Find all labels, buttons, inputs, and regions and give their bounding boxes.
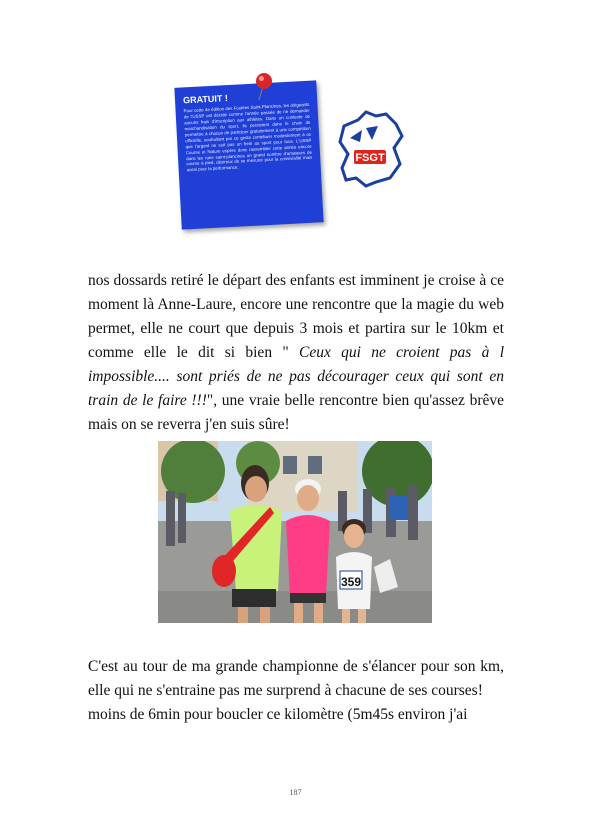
page-number: 187 xyxy=(289,788,302,797)
note-card xyxy=(174,80,323,229)
pushpin-icon xyxy=(254,72,274,102)
paragraph-2-text: C'est au tour de ma grande championne de s'élancer pour son km, elle qui ne s'entraine pas me surprend à chacune de ses courses! xyxy=(88,658,504,699)
race-photo xyxy=(158,441,432,623)
paragraph-1-text: nos dossards retiré le départ des enfants est imminent je croise à ce moment là Anne-Laure, encore une rencontre que la magie du web permet, elle ne court que depuis 3 mois et partira sur le 10km et comme elle le dit si bien " xyxy=(88,272,504,361)
info-note xyxy=(178,76,328,231)
paragraph-2-continuation: moins de 6min pour boucler ce kilomètre (5m45s environ j'ai xyxy=(88,706,468,723)
logo-label: FSGT xyxy=(355,152,385,164)
note-body: Pour cette 4e édition des Foulées Saint-Plancines, les dirigeants de l'USSP ont décidé comme l'année passée de ne demander aucuns frais d'inscription aux athlètes. Dans un contexte de marchandisation du sport, ils persistent dans le choix de permettre à chacun de participer gratuitement à une compétition officielle, souhaitant par ce geste contribuer modestement à ce que l'argent ne soit pas un frein au sport pour tous. L'USSP Course et Nature espère donc rassembler cette année encore dans les rues saint-plancines un grand nombre d'amateurs de course à pied, désireux de se mesurer pour la convivialité mais aussi pour la performance. xyxy=(183,101,313,173)
bib-number: 359 xyxy=(340,575,362,589)
fsgt-logo xyxy=(336,108,406,188)
note-title: GRATUIT ! xyxy=(182,93,229,106)
paragraph-1-quote: Ceux qui ne croient pas à l impossible.... sont priés de ne pas décourager ceux qui sont en train de le faire !!! xyxy=(88,344,504,409)
paragraph-1 xyxy=(88,269,504,437)
paragraph-2 xyxy=(88,655,504,727)
paragraph-1-end: ", une vraie belle rencontre bien qu'assez brêve mais on se reverra j'en suis sûre! xyxy=(88,392,504,433)
